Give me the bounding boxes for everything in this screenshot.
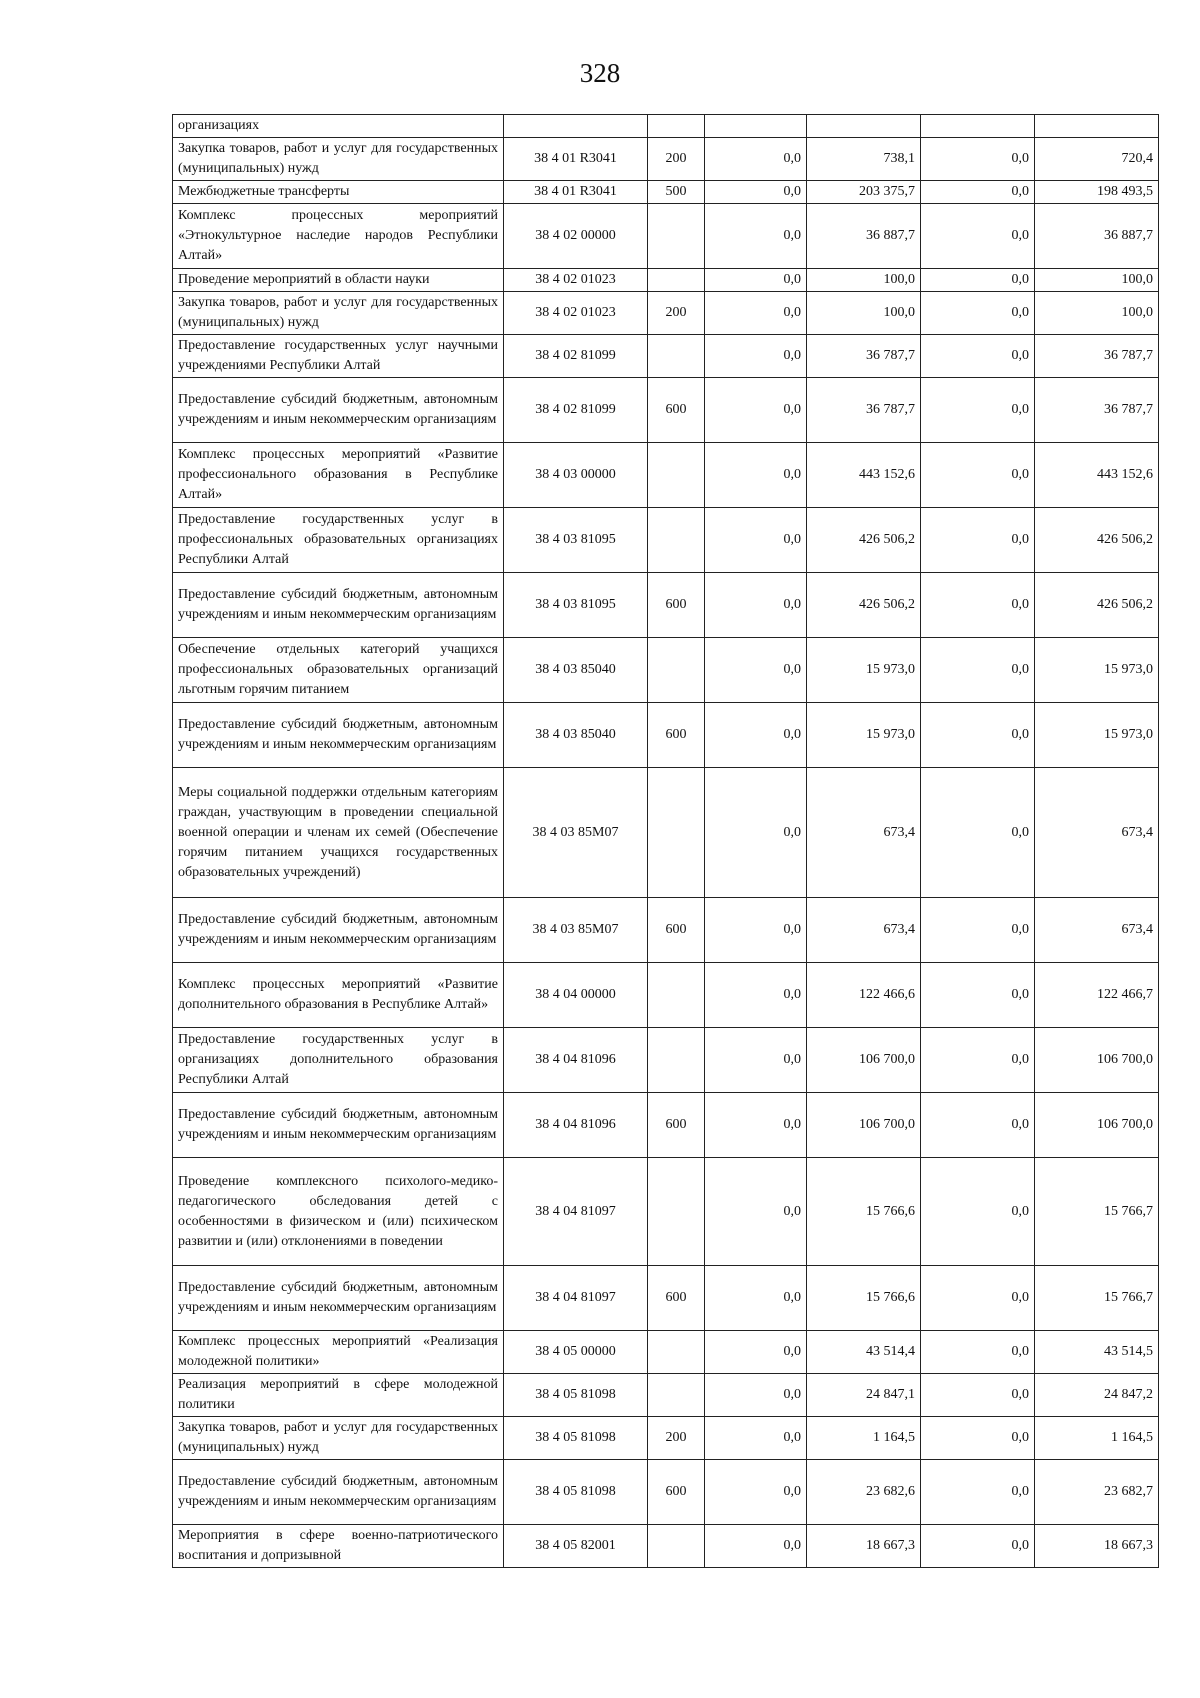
expense-type-cell: 600	[648, 703, 705, 768]
target-code-cell: 38 4 04 81096	[504, 1093, 648, 1158]
table-row	[173, 181, 1159, 204]
table-row	[173, 638, 1159, 703]
row-name-cell: Комплекс процессных мероприятий «Развитие профессионального образования в Республике Алтай»	[173, 443, 504, 508]
row-name-cell: Проведение мероприятий в области науки	[173, 269, 504, 292]
amount-cell-1: 0,0	[705, 1331, 807, 1374]
row-name-cell: Проведение комплексного психолого-медико-педагогического обследования детей с особенностями в физическом и (или) психическом развитии и (или) отклонениями в поведении	[173, 1158, 504, 1266]
amount-cell-2: 673,4	[807, 768, 921, 898]
row-name-cell: Предоставление субсидий бюджетным, автономным учреждениям и иным некоммерческим организациям	[173, 703, 504, 768]
target-code-cell: 38 4 05 82001	[504, 1525, 648, 1568]
amount-cell-1: 0,0	[705, 1093, 807, 1158]
target-code-cell: 38 4 02 01023	[504, 292, 648, 335]
amount-cell-2: 203 375,7	[807, 181, 921, 204]
amount-cell-4: 15 766,7	[1035, 1158, 1159, 1266]
amount-cell-2: 106 700,0	[807, 1093, 921, 1158]
amount-cell-4: 1 164,5	[1035, 1417, 1159, 1460]
amount-cell-4: 426 506,2	[1035, 508, 1159, 573]
amount-cell-4: 673,4	[1035, 768, 1159, 898]
amount-cell-3: 0,0	[921, 335, 1035, 378]
row-name-cell: Комплекс процессных мероприятий «Этнокультурное наследие народов Республики Алтай»	[173, 204, 504, 269]
amount-cell-4: 673,4	[1035, 898, 1159, 963]
amount-cell-2: 36 887,7	[807, 204, 921, 269]
amount-cell-1: 0,0	[705, 1525, 807, 1568]
row-name-cell: Предоставление субсидий бюджетным, автономным учреждениям и иным некоммерческим организациям	[173, 1093, 504, 1158]
target-code-cell: 38 4 02 81099	[504, 335, 648, 378]
table-row	[173, 292, 1159, 335]
amount-cell-2: 23 682,6	[807, 1460, 921, 1525]
amount-cell-4: 15 973,0	[1035, 638, 1159, 703]
amount-cell-1: 0,0	[705, 269, 807, 292]
expense-type-cell: 600	[648, 573, 705, 638]
amount-cell-3: 0,0	[921, 703, 1035, 768]
expense-type-cell	[648, 1158, 705, 1266]
amount-cell-2: 36 787,7	[807, 378, 921, 443]
amount-cell-4: 36 887,7	[1035, 204, 1159, 269]
expense-type-cell: 200	[648, 1417, 705, 1460]
table-row	[173, 204, 1159, 269]
row-name-cell: Предоставление субсидий бюджетным, автономным учреждениям и иным некоммерческим организациям	[173, 1460, 504, 1525]
row-name-cell: Закупка товаров, работ и услуг для государственных (муниципальных) нужд	[173, 138, 504, 181]
amount-cell-2: 15 766,6	[807, 1266, 921, 1331]
target-code-cell: 38 4 03 85040	[504, 638, 648, 703]
target-code-cell: 38 4 05 81098	[504, 1374, 648, 1417]
amount-cell-2: 24 847,1	[807, 1374, 921, 1417]
table-row	[173, 335, 1159, 378]
amount-cell-3: 0,0	[921, 378, 1035, 443]
target-code-cell: 38 4 04 81097	[504, 1266, 648, 1331]
amount-cell-1: 0,0	[705, 1266, 807, 1331]
amount-cell-4: 426 506,2	[1035, 573, 1159, 638]
amount-cell-3: 0,0	[921, 1266, 1035, 1331]
expense-type-cell	[648, 1028, 705, 1093]
table-row	[173, 1525, 1159, 1568]
amount-cell-1: 0,0	[705, 898, 807, 963]
amount-cell-3: 0,0	[921, 443, 1035, 508]
amount-cell-2: 673,4	[807, 898, 921, 963]
expense-type-cell: 600	[648, 1460, 705, 1525]
expense-type-cell: 200	[648, 138, 705, 181]
amount-cell-4	[1035, 115, 1159, 138]
expense-type-cell	[648, 204, 705, 269]
amount-cell-3: 0,0	[921, 1374, 1035, 1417]
amount-cell-3	[921, 115, 1035, 138]
row-name-cell: Предоставление государственных услуг в организациях дополнительного образования Республики Алтай	[173, 1028, 504, 1093]
amount-cell-1: 0,0	[705, 703, 807, 768]
amount-cell-3: 0,0	[921, 1331, 1035, 1374]
row-name-cell: Комплекс процессных мероприятий «Развитие дополнительного образования в Республике Алтай»	[173, 963, 504, 1028]
row-name-cell: Обеспечение отдельных категорий учащихся профессиональных образовательных организаций льготным горячим питанием	[173, 638, 504, 703]
amount-cell-4: 122 466,7	[1035, 963, 1159, 1028]
amount-cell-1: 0,0	[705, 181, 807, 204]
table-row	[173, 1374, 1159, 1417]
amount-cell-4: 36 787,7	[1035, 378, 1159, 443]
amount-cell-1: 0,0	[705, 443, 807, 508]
amount-cell-2: 43 514,4	[807, 1331, 921, 1374]
amount-cell-2: 106 700,0	[807, 1028, 921, 1093]
amount-cell-3: 0,0	[921, 768, 1035, 898]
amount-cell-3: 0,0	[921, 573, 1035, 638]
amount-cell-4: 106 700,0	[1035, 1093, 1159, 1158]
target-code-cell: 38 4 03 85М07	[504, 898, 648, 963]
table-row	[173, 768, 1159, 898]
amount-cell-2: 36 787,7	[807, 335, 921, 378]
amount-cell-1: 0,0	[705, 573, 807, 638]
amount-cell-3: 0,0	[921, 638, 1035, 703]
table-row	[173, 573, 1159, 638]
target-code-cell: 38 4 03 81095	[504, 573, 648, 638]
amount-cell-1: 0,0	[705, 204, 807, 269]
target-code-cell	[504, 115, 648, 138]
target-code-cell: 38 4 05 81098	[504, 1460, 648, 1525]
amount-cell-4: 100,0	[1035, 269, 1159, 292]
table-row	[173, 443, 1159, 508]
table-row	[173, 1460, 1159, 1525]
expense-type-cell: 600	[648, 898, 705, 963]
row-name-cell: Комплекс процессных мероприятий «Реализация молодежной политики»	[173, 1331, 504, 1374]
expense-type-cell	[648, 638, 705, 703]
target-code-cell: 38 4 03 85040	[504, 703, 648, 768]
amount-cell-2: 426 506,2	[807, 508, 921, 573]
row-name-cell: Предоставление государственных услуг научными учреждениями Республики Алтай	[173, 335, 504, 378]
amount-cell-3: 0,0	[921, 1093, 1035, 1158]
amount-cell-1: 0,0	[705, 768, 807, 898]
table-row	[173, 898, 1159, 963]
table-row	[173, 1266, 1159, 1331]
amount-cell-2: 15 973,0	[807, 703, 921, 768]
amount-cell-1: 0,0	[705, 1028, 807, 1093]
expense-type-cell	[648, 269, 705, 292]
amount-cell-3: 0,0	[921, 1158, 1035, 1266]
amount-cell-4: 443 152,6	[1035, 443, 1159, 508]
row-name-cell: Межбюджетные трансферты	[173, 181, 504, 204]
target-code-cell: 38 4 01 R3041	[504, 138, 648, 181]
row-name-cell: организациях	[173, 115, 504, 138]
amount-cell-2: 100,0	[807, 269, 921, 292]
row-name-cell: Предоставление субсидий бюджетным, автономным учреждениям и иным некоммерческим организациям	[173, 378, 504, 443]
amount-cell-2: 15 973,0	[807, 638, 921, 703]
row-name-cell: Меры социальной поддержки отдельным категориям граждан, участвующим в проведении специальной военной операции и членам их семей (Обеспечение горячим питанием учащихся государственных образовательных учреждений)	[173, 768, 504, 898]
target-code-cell: 38 4 05 81098	[504, 1417, 648, 1460]
amount-cell-4: 15 973,0	[1035, 703, 1159, 768]
amount-cell-3: 0,0	[921, 181, 1035, 204]
amount-cell-1: 0,0	[705, 378, 807, 443]
amount-cell-1: 0,0	[705, 1158, 807, 1266]
table-row	[173, 115, 1159, 138]
amount-cell-2: 1 164,5	[807, 1417, 921, 1460]
target-code-cell: 38 4 03 00000	[504, 443, 648, 508]
table-row	[173, 508, 1159, 573]
table-row	[173, 269, 1159, 292]
table-row	[173, 1417, 1159, 1460]
table-row	[173, 963, 1159, 1028]
expense-type-cell	[648, 1374, 705, 1417]
amount-cell-4: 43 514,5	[1035, 1331, 1159, 1374]
expense-type-cell	[648, 115, 705, 138]
expense-type-cell	[648, 963, 705, 1028]
budget-table-body	[173, 115, 1159, 1568]
expense-type-cell: 600	[648, 1093, 705, 1158]
target-code-cell: 38 4 02 00000	[504, 204, 648, 269]
amount-cell-4: 18 667,3	[1035, 1525, 1159, 1568]
amount-cell-2	[807, 115, 921, 138]
row-name-cell: Предоставление субсидий бюджетным, автономным учреждениям и иным некоммерческим организациям	[173, 898, 504, 963]
amount-cell-4: 23 682,7	[1035, 1460, 1159, 1525]
target-code-cell: 38 4 05 00000	[504, 1331, 648, 1374]
expense-type-cell	[648, 1331, 705, 1374]
table-row	[173, 703, 1159, 768]
row-name-cell: Мероприятия в сфере военно-патриотического воспитания и допризывной	[173, 1525, 504, 1568]
amount-cell-3: 0,0	[921, 508, 1035, 573]
amount-cell-2: 122 466,6	[807, 963, 921, 1028]
amount-cell-1: 0,0	[705, 1460, 807, 1525]
amount-cell-1: 0,0	[705, 138, 807, 181]
expense-type-cell	[648, 1525, 705, 1568]
target-code-cell: 38 4 04 81097	[504, 1158, 648, 1266]
amount-cell-2: 426 506,2	[807, 573, 921, 638]
amount-cell-1: 0,0	[705, 963, 807, 1028]
amount-cell-3: 0,0	[921, 1028, 1035, 1093]
amount-cell-1: 0,0	[705, 335, 807, 378]
expense-type-cell: 600	[648, 378, 705, 443]
table-row	[173, 1093, 1159, 1158]
amount-cell-4: 24 847,2	[1035, 1374, 1159, 1417]
amount-cell-3: 0,0	[921, 138, 1035, 181]
amount-cell-2: 100,0	[807, 292, 921, 335]
amount-cell-2: 738,1	[807, 138, 921, 181]
amount-cell-3: 0,0	[921, 1460, 1035, 1525]
expense-type-cell	[648, 443, 705, 508]
amount-cell-4: 36 787,7	[1035, 335, 1159, 378]
target-code-cell: 38 4 03 85М07	[504, 768, 648, 898]
target-code-cell: 38 4 03 81095	[504, 508, 648, 573]
amount-cell-4: 15 766,7	[1035, 1266, 1159, 1331]
amount-cell-3: 0,0	[921, 269, 1035, 292]
target-code-cell: 38 4 02 01023	[504, 269, 648, 292]
table-row	[173, 1028, 1159, 1093]
target-code-cell: 38 4 01 R3041	[504, 181, 648, 204]
amount-cell-3: 0,0	[921, 204, 1035, 269]
amount-cell-3: 0,0	[921, 1417, 1035, 1460]
amount-cell-3: 0,0	[921, 1525, 1035, 1568]
table-row	[173, 1158, 1159, 1266]
expense-type-cell: 500	[648, 181, 705, 204]
row-name-cell: Предоставление субсидий бюджетным, автономным учреждениям и иным некоммерческим организациям	[173, 1266, 504, 1331]
amount-cell-2: 443 152,6	[807, 443, 921, 508]
target-code-cell: 38 4 02 81099	[504, 378, 648, 443]
amount-cell-1	[705, 115, 807, 138]
expense-type-cell	[648, 508, 705, 573]
amount-cell-4: 106 700,0	[1035, 1028, 1159, 1093]
table-row	[173, 378, 1159, 443]
amount-cell-1: 0,0	[705, 638, 807, 703]
amount-cell-3: 0,0	[921, 898, 1035, 963]
amount-cell-4: 720,4	[1035, 138, 1159, 181]
target-code-cell: 38 4 04 81096	[504, 1028, 648, 1093]
expense-type-cell: 200	[648, 292, 705, 335]
amount-cell-1: 0,0	[705, 1374, 807, 1417]
amount-cell-1: 0,0	[705, 508, 807, 573]
expense-type-cell: 600	[648, 1266, 705, 1331]
expense-type-cell	[648, 335, 705, 378]
row-name-cell: Реализация мероприятий в сфере молодежной политики	[173, 1374, 504, 1417]
table-row	[173, 1331, 1159, 1374]
amount-cell-3: 0,0	[921, 292, 1035, 335]
row-name-cell: Предоставление субсидий бюджетным, автономным учреждениям и иным некоммерческим организациям	[173, 573, 504, 638]
row-name-cell: Предоставление государственных услуг в профессиональных образовательных организациях Республики Алтай	[173, 508, 504, 573]
target-code-cell: 38 4 04 00000	[504, 963, 648, 1028]
amount-cell-4: 198 493,5	[1035, 181, 1159, 204]
amount-cell-1: 0,0	[705, 292, 807, 335]
table-row	[173, 138, 1159, 181]
budget-table	[172, 114, 1159, 1568]
amount-cell-1: 0,0	[705, 1417, 807, 1460]
row-name-cell: Закупка товаров, работ и услуг для государственных (муниципальных) нужд	[173, 292, 504, 335]
amount-cell-2: 15 766,6	[807, 1158, 921, 1266]
amount-cell-4: 100,0	[1035, 292, 1159, 335]
amount-cell-2: 18 667,3	[807, 1525, 921, 1568]
amount-cell-3: 0,0	[921, 963, 1035, 1028]
page-number: 328	[579, 58, 621, 88]
expense-type-cell	[648, 768, 705, 898]
row-name-cell: Закупка товаров, работ и услуг для государственных (муниципальных) нужд	[173, 1417, 504, 1460]
